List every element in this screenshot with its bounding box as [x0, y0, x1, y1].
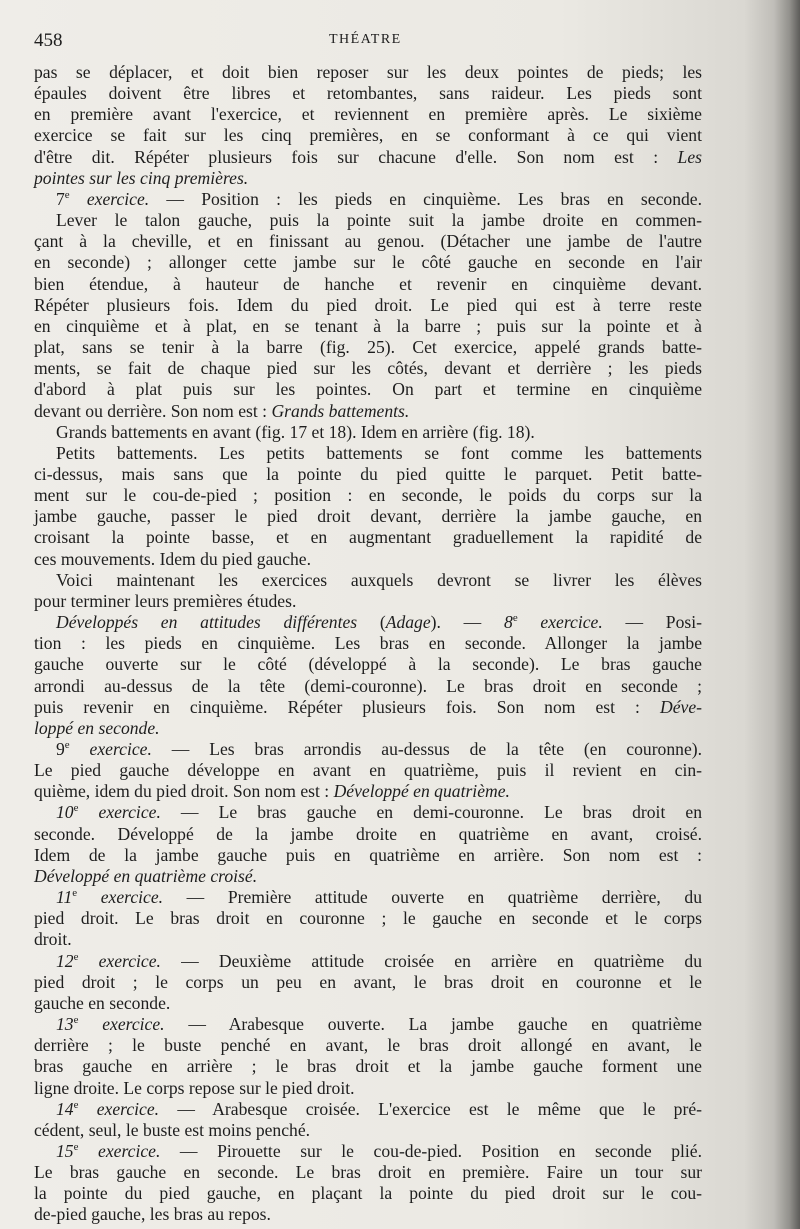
text-line [34, 1056, 702, 1077]
text-segment: Idem de la jambe gauche puis en quatrième en arrière. Son nom est : [34, 844, 702, 865]
binding-shadow [774, 0, 800, 1229]
text-segment: Déve- [660, 696, 702, 717]
text-line [34, 570, 702, 591]
text-segment: exercice. [78, 950, 161, 971]
text-segment: gauche ouverte sur le côté (développé à la seconde). Le bras gauche [34, 654, 702, 675]
text-segment: seconde. Développé de la jambe droite en quatrième en avant, croisé. [34, 823, 702, 844]
text-segment: ). — [430, 612, 505, 633]
text-segment: pied droit. Le bras droit en couronne ; le gauche en seconde et le corps [34, 908, 702, 929]
body-text [34, 62, 702, 1226]
text-segment: exercice. [77, 887, 164, 908]
text-line [34, 781, 702, 802]
text-line [34, 337, 702, 358]
text-segment: exercice. [78, 1098, 160, 1119]
page-header [34, 30, 714, 56]
text-line [34, 633, 702, 654]
text-segment: — Première attitude ouverte en quatrième derrière, du [163, 887, 702, 908]
text-segment: 15 [56, 1140, 74, 1161]
text-segment: 9 [56, 739, 65, 759]
text-segment: en première avant l'exercice, et reviennent en première après. Le sixième [34, 104, 702, 125]
superscript: e [512, 612, 518, 625]
text-segment: ( [357, 612, 386, 633]
text-segment: croisant la pointe basse, et en augmentant graduellement la rapidité de [34, 527, 702, 548]
text-segment: d'être dit. Répéter plusieurs fois sur chacune d'elle. Son nom est : [34, 146, 678, 167]
text-line [34, 1204, 702, 1225]
text-segment: exercice. [78, 802, 161, 823]
text-segment: tion : les pieds en cinquième. Les bras en seconde. Allonger la jambe [34, 633, 702, 654]
text-segment: 11 [56, 887, 73, 908]
text-line [34, 591, 702, 612]
text-line [34, 972, 702, 993]
text-line [34, 252, 702, 273]
text-line [34, 1141, 702, 1162]
text-segment: Développé en quatrième croisé. [34, 865, 258, 886]
text-line [34, 443, 702, 464]
text-segment: de-pied gauche, les bras au repos. [34, 1204, 271, 1225]
text-line [34, 295, 702, 316]
text-line [34, 485, 702, 506]
text-segment: puis revenir en cinquième. Répéter plusieurs fois. Son nom est : [34, 696, 660, 717]
text-segment: exercice. [78, 1014, 165, 1035]
text-segment: plat, sans se tenir à la barre (fig. 25). Cet exercice, appelé grands batte- [34, 337, 702, 358]
text-line [34, 274, 702, 295]
text-segment: 7 [56, 188, 65, 209]
text-segment: exercice. [69, 188, 150, 209]
text-segment: Le bras gauche en seconde. Le bras droit en première. Faire un tour sur [34, 1162, 702, 1183]
text-segment: Grands battements en avant (fig. 17 et 18). Idem en arrière (fig. 18). [56, 421, 535, 442]
text-line [34, 908, 702, 929]
text-line [34, 802, 702, 823]
text-segment: exercice. [69, 739, 152, 759]
text-segment: quième, idem du pied droit. Son nom est : [34, 781, 334, 802]
text-segment: la pointe du pied gauche, en plaçant la pointe du pied droit sur le cou- [34, 1183, 702, 1204]
text-segment: bras gauche en arrière ; le bras droit et la jambe gauche forment une [34, 1056, 702, 1077]
text-segment: — Position : les pieds en cinquième. Les bras en seconde. [149, 188, 702, 209]
text-segment: loppé en seconde. [34, 717, 160, 738]
text-line [34, 401, 702, 422]
text-line [34, 168, 702, 189]
text-segment: bien étendue, à hauteur de hanche et revenir en cinquième devant. [34, 273, 702, 294]
text-line [34, 824, 702, 845]
text-segment: Développés en attitudes différentes [56, 612, 358, 633]
text-line [34, 1120, 702, 1141]
superscript: e [64, 739, 70, 752]
superscript: e [72, 887, 78, 900]
superscript: e [73, 1141, 79, 1154]
text-segment: Les [677, 146, 702, 167]
text-line [34, 760, 702, 781]
text-segment: arrondi au-dessus de la tête (demi-couronne). Le bras droit en seconde ; [34, 675, 702, 696]
text-segment: — Arabesque ouverte. La jambe gauche en quatrième [164, 1014, 702, 1035]
text-line [34, 422, 702, 443]
text-line [34, 718, 702, 739]
text-segment: exercice. [78, 1140, 161, 1161]
text-line [34, 993, 702, 1014]
text-segment: ligne droite. Le corps repose sur le pied droit. [34, 1077, 355, 1098]
text-line [34, 845, 702, 866]
text-line [34, 929, 702, 950]
text-segment: Adage [385, 612, 431, 633]
text-segment: ment sur le cou-de-pied ; position : en seconde, le poids du corps sur la [34, 485, 702, 506]
text-segment: épaules doivent être libres et retombantes, sans raideur. Les pieds sont [34, 83, 702, 104]
text-segment: derrière ; le buste penché en avant, le bras droit allongé en avant, le [34, 1035, 702, 1056]
text-segment: — Posi- [602, 612, 702, 633]
text-segment: — Les bras arrondis au-dessus de la tête (en couronne). [151, 739, 703, 759]
superscript: e [73, 950, 79, 963]
text-line [34, 83, 702, 104]
text-segment: 12 [56, 950, 74, 971]
text-segment: ments, se fait de chaque pied sur les côtés, devant et derrière ; les pieds [34, 358, 702, 379]
text-segment: Grands battements. [271, 400, 410, 421]
text-line [34, 1099, 702, 1120]
superscript: e [64, 189, 70, 202]
text-line [34, 527, 702, 548]
text-segment: cédent, seul, le buste est moins penché. [34, 1119, 311, 1140]
text-segment: çant à la cheville, et en finissant au genou. (Détacher une jambe de l'autre [34, 231, 702, 252]
text-segment: 10 [56, 802, 74, 823]
text-line [34, 1014, 702, 1035]
page-number: 458 [34, 30, 63, 51]
text-line [34, 62, 702, 83]
text-line [34, 951, 702, 972]
text-line [34, 210, 702, 231]
superscript: e [73, 802, 79, 815]
text-segment: gauche en seconde. [34, 992, 171, 1013]
text-segment: — Le bras gauche en demi-couronne. Le bras droit en [160, 802, 703, 823]
text-segment: exercice se fait sur les cinq premières, en se conformant à ce qui vient [34, 125, 702, 146]
text-segment: droit. [34, 929, 72, 950]
text-line [34, 697, 702, 718]
text-segment: 8 [504, 612, 513, 633]
text-segment: Le pied gauche développe en avant en quatrième, puis il revient en cin- [34, 760, 702, 781]
text-segment: pas se déplacer, et doit bien reposer sur les deux pointes de pieds; les [34, 62, 702, 82]
text-segment: Petits battements. Les petits battements se font comme les battements [56, 442, 702, 463]
text-line [34, 189, 702, 210]
text-segment: exercice. [517, 612, 603, 633]
text-segment: pour terminer leurs premières études. [34, 590, 297, 611]
text-line [34, 147, 702, 168]
text-line [34, 125, 702, 146]
text-segment: 14 [56, 1098, 74, 1119]
text-segment: en seconde) ; allonger cette jambe sur le côté gauche en seconde en l'air [34, 252, 702, 273]
text-line [34, 654, 702, 675]
text-line [34, 379, 702, 400]
text-segment: Répéter plusieurs fois. Idem du pied droit. Le pied qui est à terre reste [34, 294, 702, 315]
text-segment: — Pirouette sur le cou-de-pied. Position en seconde plié. [160, 1140, 702, 1161]
text-line [34, 1162, 702, 1183]
text-segment: ces mouvements. Idem du pied gauche. [34, 548, 312, 569]
text-line [34, 739, 702, 760]
text-segment: en cinquième et à plat, en se tenant à la barre ; puis sur la pointe et à [34, 315, 702, 336]
text-line [34, 612, 702, 633]
text-segment: pointes sur les cinq premières. [34, 167, 249, 188]
text-line [34, 549, 702, 570]
text-line [34, 506, 702, 527]
text-segment: — Arabesque croisée. L'exercice est le même que le pré- [159, 1098, 702, 1119]
text-segment: 13 [56, 1014, 74, 1035]
text-line [34, 464, 702, 485]
text-line [34, 866, 702, 887]
text-line [34, 676, 702, 697]
text-segment: Développé en quatrième. [333, 781, 510, 802]
text-segment: — Deuxième attitude croisée en arrière en quatrième du [160, 950, 702, 971]
text-line [34, 104, 702, 125]
text-segment: ci-dessus, mais sans que la pointe du pied quitte le parquet. Petit batte- [34, 463, 702, 484]
text-line [34, 358, 702, 379]
text-segment: jambe gauche, passer le pied droit devant, derrière la jambe gauche, en [34, 506, 702, 527]
text-segment: devant ou derrière. Son nom est : [34, 400, 272, 421]
text-segment: Voici maintenant les exercices auxquels devront se livrer les élèves [56, 569, 702, 590]
text-line [34, 887, 702, 908]
text-line [34, 316, 702, 337]
text-line [34, 1183, 702, 1204]
superscript: e [73, 1014, 79, 1027]
superscript: e [73, 1098, 79, 1111]
text-line [34, 1035, 702, 1056]
running-head: THÉATRE [329, 32, 402, 47]
text-line [34, 231, 702, 252]
text-segment: Lever le talon gauche, puis la pointe suit la jambe droite en commen- [56, 210, 702, 231]
text-line [34, 1078, 702, 1099]
text-segment: d'abord à plat puis sur les pointes. On part et termine en cinquième [34, 379, 702, 400]
text-segment: pied droit ; le corps un peu en avant, le bras droit en couronne et le [34, 971, 702, 992]
